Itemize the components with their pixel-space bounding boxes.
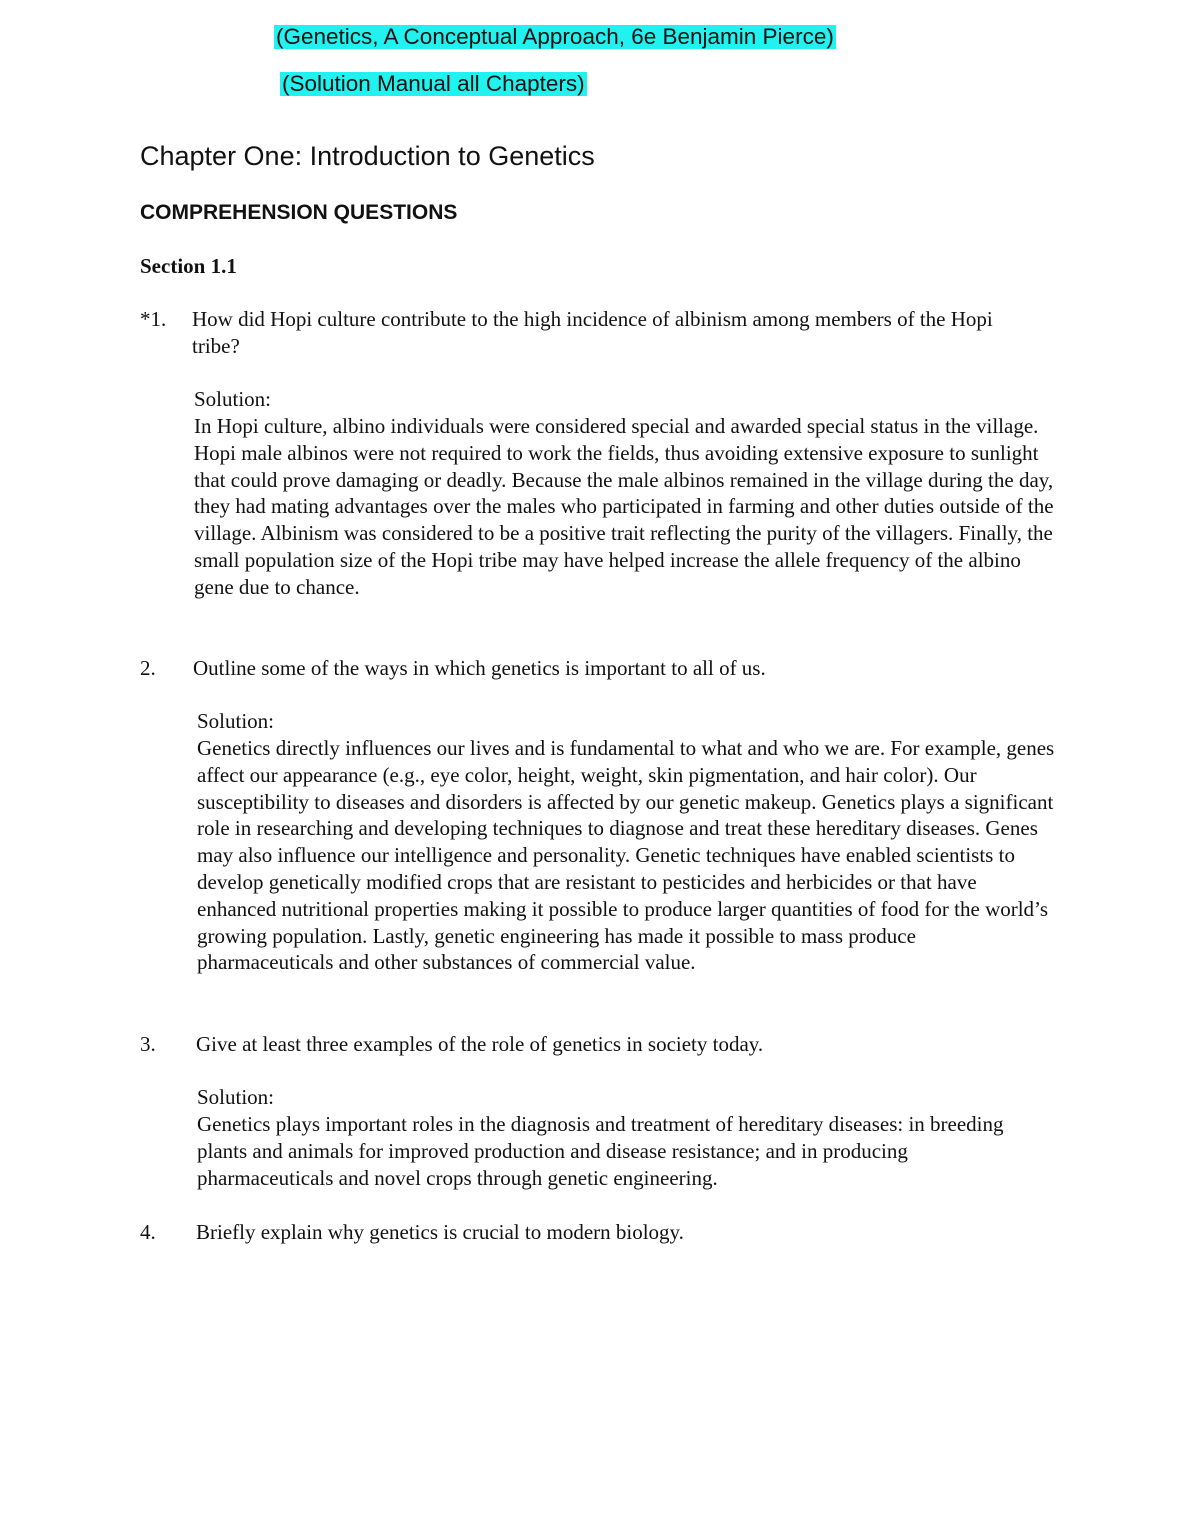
solution-text: Genetics directly influences our lives and is fundamental to what and who we are. For example, genes affect our appearance (e.g., eye color, height, weight, skin pigmentation, and hair color). Our susceptibility to diseases and disorders is affected by our genetic makeup. Genetics plays a significant role in researching and developing techniques to diagnose and treat these hereditary diseases. Genes may also influence our intelligence and personality. Genetic techniques have enabled scientists to develop genetically modified crops that are resistant to pesticides and herbicides or that have enhanced nutritional properties making it possible to produce larger quantities of food for the world’s growing population. Lastly, genetic engineering has made it possible to mass produce pharmaceuticals and other substances of commercial value. <box>197 736 1055 975</box>
solution-label: Solution: <box>194 387 272 411</box>
chapter-title: Chapter One: Introduction to Genetics <box>140 141 595 171</box>
question-number: *1. <box>140 307 167 331</box>
header-subtitle-highlight: (Solution Manual all Chapters) <box>282 71 585 96</box>
question-text: Give at least three examples of the role of genetics in society today. <box>196 1032 764 1056</box>
question-text: How did Hopi culture contribute to the high incidence of albinism among members of the Hopi tribe? <box>192 307 993 358</box>
header-title-highlight: (Genetics, A Conceptual Approach, 6e Benjamin Pierce) <box>276 24 834 49</box>
solution-text: In Hopi culture, albino individuals were considered special and awarded special status in the village. Hopi male albinos were not required to work the fields, thus avoiding extensive exposure to sunlight that could prove damaging or deadly. Because the male albinos remained in the village during the day, they had mating advantages over the males who participated in farming and other duties outside of the village. Albinism was considered to be a positive trait reflecting the purity of the villagers. Finally, the small population size of the Hopi tribe may have helped increase the allele frequency of the albino gene due to chance. <box>194 414 1054 599</box>
solution-label: Solution: <box>197 709 275 733</box>
comprehension-heading: COMPREHENSION QUESTIONS <box>140 201 458 224</box>
section-heading: Section 1.1 <box>140 254 237 278</box>
solution-text: Genetics plays important roles in the diagnosis and treatment of hereditary diseases: in breeding plants and animals for improved production and disease resistance; and in producing pharmaceuticals and novel crops through genetic engineering. <box>197 1112 1004 1190</box>
question-number: 3. <box>140 1032 156 1056</box>
question-text: Briefly explain why genetics is crucial to modern biology. <box>196 1220 684 1244</box>
question-text: Outline some of the ways in which genetics is important to all of us. <box>193 656 766 680</box>
solution-label: Solution: <box>197 1085 275 1109</box>
question-number: 4. <box>140 1220 156 1244</box>
question-number: 2. <box>140 656 156 680</box>
